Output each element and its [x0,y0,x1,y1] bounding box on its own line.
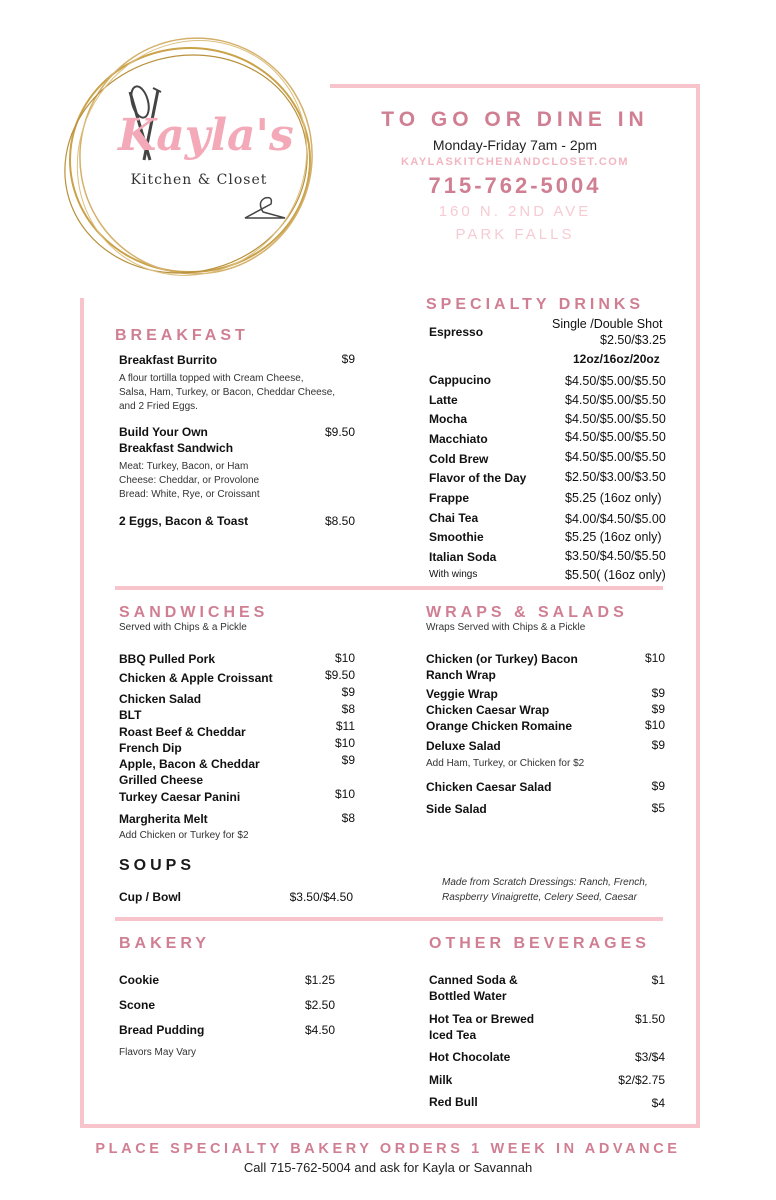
drink-price: $4.50/$5.00/$5.50 [565,450,666,464]
logo [58,30,328,285]
drink-name: Chai Tea [429,511,479,525]
drink-sizes: Single /Double Shot [552,317,663,331]
menu-item-name: Hot Chocolate [429,1050,511,1064]
beverages-title: OTHER BEVERAGES [429,935,650,952]
drink-name: Latte [429,393,458,407]
menu-item-name: BBQ Pulled Pork [119,652,216,666]
menu-item-name: Cup / Bowl [119,890,181,904]
menu-item-price: $1 [651,973,665,987]
drinks-title: SPECIALTY DRINKS [426,296,645,313]
menu-item-name: Chicken (or Turkey) Bacon [426,652,578,666]
footer-title: PLACE SPECIALTY BAKERY ORDERS 1 WEEK IN ADVANCE [95,1141,681,1157]
menu-item-name: Chicken Salad [119,692,202,706]
breakfast-title: BREAKFAST [115,327,249,344]
menu-item-name-line2: Grilled Cheese [119,773,204,787]
menu-item-desc: A flour tortilla topped with Cream Cheese, [119,373,304,384]
drink-price: $3.50/$4.50/$5.50 [565,549,666,563]
menu-item-price: $9 [341,753,355,767]
drink-price: $4.50/$5.00/$5.50 [565,412,666,426]
menu-item-price: $3.50/$4.50 [289,890,353,904]
city: PARK FALLS [455,226,575,243]
menu-item-name: Veggie Wrap [426,687,498,701]
menu-item-price: $4.50 [304,1023,335,1037]
menu-item-name: Cookie [119,973,160,987]
menu-item-name: Side Salad [426,802,487,816]
menu-item-price: $4 [651,1096,665,1110]
menu-item-price: $1.50 [634,1012,665,1026]
sandwiches-title: SANDWICHES [119,604,269,621]
menu-item-name-line2: Iced Tea [429,1028,477,1042]
service-title: TO GO OR DINE IN [381,108,649,131]
menu-item-name: Roast Beef & Cheddar [119,725,246,739]
drink-name: Cold Brew [429,452,489,466]
drink-name: With wings [429,569,478,580]
menu-item-name: Red Bull [429,1095,478,1109]
menu-item-price: $10 [334,736,355,750]
drink-name: Mocha [429,412,468,426]
menu-item-price: $8.50 [324,514,355,528]
phone-number[interactable]: 715-762-5004 [428,173,602,198]
menu-item-price: $9 [651,738,665,752]
menu-item-name: Bread Pudding [119,1023,205,1037]
dressings-note: Raspberry Vinaigrette, Celery Seed, Caesar [442,892,637,903]
deluxe-salad-note: Add Ham, Turkey, or Chicken for $2 [426,758,585,769]
hours: Monday-Friday 7am - 2pm [432,137,598,153]
menu-item-price: $10 [334,651,355,665]
menu-item-name-line2: Ranch Wrap [426,668,496,682]
drink-name: Flavor of the Day [429,471,527,485]
drink-name: Espresso [429,325,484,339]
sandwiches-note: Add Chicken or Turkey for $2 [119,830,249,841]
menu-item-desc: Bread: White, Rye, or Croissant [119,489,260,500]
menu-item-desc: and 2 Fried Eggs. [119,401,198,412]
menu-item-name: French Dip [119,741,182,755]
drink-price: $5.25 (16oz only) [565,491,662,505]
menu-item-name: Chicken Caesar Salad [426,780,552,794]
sandwiches-subtitle: Served with Chips & a Pickle [119,622,247,633]
menu-item-name: Deluxe Salad [426,739,501,753]
divider-2 [115,917,663,921]
menu-item-name: Breakfast Burrito [119,353,218,367]
menu-item-name-line2: Breakfast Sandwich [119,441,234,455]
menu-item-name-line2: Bottled Water [429,989,507,1003]
menu-item-price: $9.50 [324,668,355,682]
menu-item-name: Orange Chicken Romaine [426,719,573,733]
drink-name: Cappucino [429,373,491,387]
logo-name: Kayla's [118,110,294,161]
menu-item-desc: Meat: Turkey, Bacon, or Ham [119,461,249,472]
drink-price: $4.00/$4.50/$5.00 [565,512,666,526]
menu-item-price: $2/$2.75 [618,1073,665,1087]
bakery-title: BAKERY [119,935,210,952]
drink-price: $2.50/$3.25 [600,333,667,347]
menu-item-price: $10 [334,787,355,801]
menu-item-price: $1.25 [304,973,335,987]
menu-item-desc: Salsa, Ham, Turkey, or Bacon, Cheddar Cheese, [119,387,336,398]
menu-item-price: $3/$4 [634,1050,665,1064]
menu-item-price: $9 [341,685,355,699]
menu-item-name: Apple, Bacon & Cheddar [119,757,260,771]
wraps-title: WRAPS & SALADS [426,604,628,621]
menu-item-name: Hot Tea or Brewed [429,1012,535,1026]
menu-item-name: Margherita Melt [119,812,208,826]
menu-item-name: Milk [429,1073,453,1087]
menu-item-price: $9 [341,352,355,366]
menu-item-price: $8 [341,702,355,716]
dressings-note: Made from Scratch Dressings: Ranch, French, [442,877,648,888]
menu-item-price: $9 [651,779,665,793]
drink-name: Macchiato [429,432,488,446]
drink-name: Smoothie [429,530,484,544]
menu-item-name: Turkey Caesar Panini [119,790,241,804]
wraps-subtitle: Wraps Served with Chips & a Pickle [426,622,586,633]
border-bottom [80,1124,700,1128]
menu-item-price: $11 [335,719,355,733]
menu-item-price: $9 [651,702,665,716]
menu-item-price: $8 [341,811,355,825]
bakery-note: Flavors May Vary [119,1047,197,1058]
drink-name: Italian Soda [429,550,497,564]
menu-item-name: Build Your Own [119,425,208,439]
menu-item-name: BLT [119,708,142,722]
menu-item-name: Scone [119,998,156,1012]
drink-name: Frappe [429,491,470,505]
soups-title: SOUPS [119,857,196,874]
drink-price: $4.50/$5.00/$5.50 [565,374,666,388]
menu-item-price: $10 [644,651,665,665]
drink-price: $4.50/$5.00/$5.50 [565,393,666,407]
menu-item-price: $9 [651,686,665,700]
menu-item-name: Chicken Caesar Wrap [426,703,550,717]
size-header: 12oz/16oz/20oz [573,352,660,366]
border-left [80,298,84,1128]
drink-price: $5.50( (16oz only) [565,568,666,582]
drink-price: $5.25 (16oz only) [565,530,662,544]
menu-item-name: Canned Soda & [429,973,518,987]
footer-subtitle: Call 715-762-5004 and ask for Kayla or Savannah [243,1160,533,1175]
drink-price: $2.50/$3.00/$3.50 [565,470,666,484]
menu-item-price: $2.50 [304,998,335,1012]
menu-item-price: $5 [651,801,665,815]
website-link[interactable]: KAYLASKITCHENANDCLOSET.COM [400,156,630,168]
hanger-icon [245,198,285,218]
menu-item-desc: Cheese: Cheddar, or Provolone [119,475,260,486]
menu-item-price: $9.50 [324,425,355,439]
logo-subtitle: Kitchen & Closet [130,172,268,188]
divider-1 [115,586,663,590]
address: 160 N. 2ND AVE [438,203,592,220]
border-top [330,84,700,88]
menu-item-name: Chicken & Apple Croissant [119,671,273,685]
menu-item-name: 2 Eggs, Bacon & Toast [119,514,249,528]
drink-price: $4.50/$5.00/$5.50 [565,430,666,444]
menu-item-price: $10 [644,718,665,732]
